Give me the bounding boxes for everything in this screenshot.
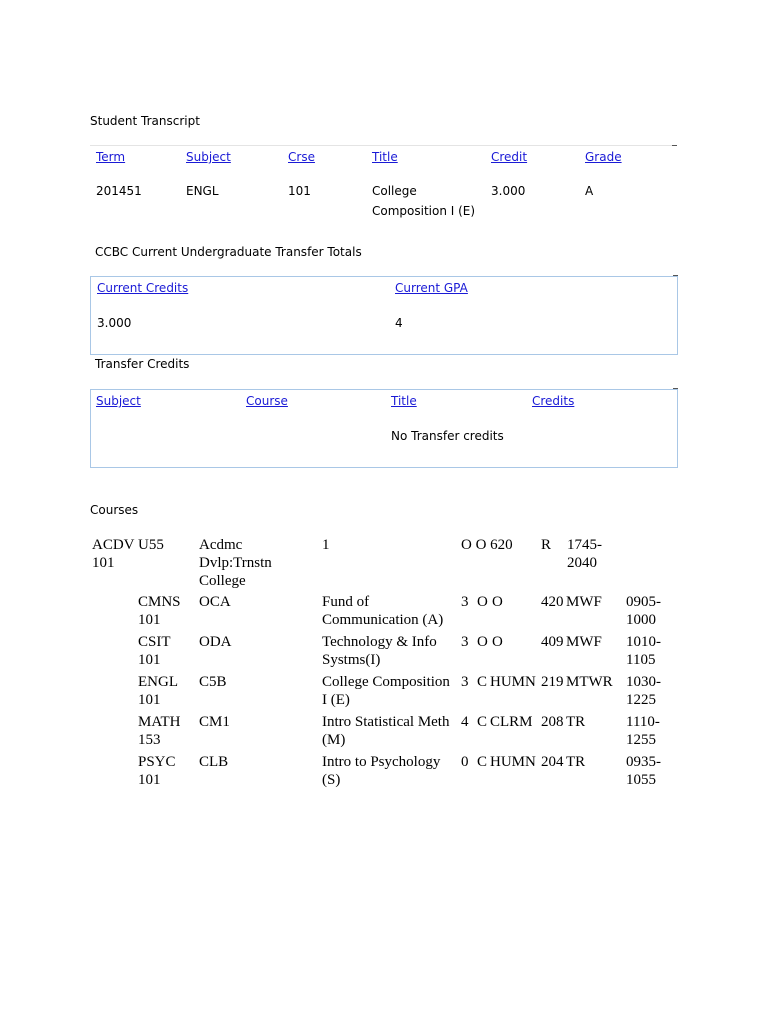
course-days: TR bbox=[566, 754, 586, 770]
course-subject: PSYC bbox=[138, 754, 176, 770]
course-number: 101 bbox=[138, 612, 161, 628]
first-course-time-line2: 2040 bbox=[567, 555, 597, 571]
course-title-line2: Systms(I) bbox=[322, 652, 381, 668]
courses-title: Courses bbox=[90, 503, 139, 517]
course-subject: CSIT bbox=[138, 634, 171, 650]
header-credit-link[interactable]: Credit bbox=[491, 150, 528, 164]
course-time-line2: 1255 bbox=[626, 732, 656, 748]
course-room: 208 bbox=[541, 714, 564, 730]
header-grade-link[interactable]: Grade bbox=[585, 150, 622, 164]
transfer-box bbox=[90, 389, 678, 468]
course-section: CLB bbox=[199, 754, 229, 770]
course-title-line2: (M) bbox=[322, 732, 346, 748]
first-course-status: O O 620 bbox=[461, 537, 513, 553]
first-course-title-line2: Dvlp:Trnstn bbox=[199, 555, 272, 571]
course-section: CM1 bbox=[199, 714, 230, 730]
course-time-line1: 0935- bbox=[626, 754, 661, 770]
row-credit: 3.000 bbox=[491, 184, 526, 198]
course-mode: O bbox=[492, 634, 503, 650]
current-credits-value: 3.000 bbox=[97, 316, 132, 330]
header-current-credits-link[interactable]: Current Credits bbox=[97, 281, 189, 295]
row-crse: 101 bbox=[288, 184, 311, 198]
course-credit: 3 bbox=[461, 674, 469, 690]
course-title-line1: Intro Statistical Meth bbox=[322, 714, 450, 730]
course-subject: ENGL bbox=[138, 674, 178, 690]
first-course-time-line1: 1745- bbox=[567, 537, 602, 553]
current-gpa-value: 4 bbox=[395, 316, 403, 330]
course-days: MWF bbox=[566, 634, 602, 650]
course-subject: MATH bbox=[138, 714, 181, 730]
first-course-title-line3: College bbox=[199, 573, 246, 589]
row-title-line2: Composition I (E) bbox=[372, 204, 476, 218]
course-room: 219 bbox=[541, 674, 564, 690]
row-subject: ENGL bbox=[186, 184, 219, 198]
header-title-link[interactable]: Title bbox=[372, 150, 398, 164]
course-days: MWF bbox=[566, 594, 602, 610]
course-title-line2: (S) bbox=[322, 772, 341, 788]
course-number: 101 bbox=[138, 772, 161, 788]
course-title-line2: I (E) bbox=[322, 692, 350, 708]
course-credit: 0 bbox=[461, 754, 469, 770]
course-credit: 3 bbox=[461, 634, 469, 650]
row-title-line1: College bbox=[372, 184, 417, 198]
course-days: MTWR bbox=[566, 674, 613, 690]
course-time-line2: 1000 bbox=[626, 612, 656, 628]
course-section: C5B bbox=[199, 674, 227, 690]
transfer-title: Transfer Credits bbox=[95, 357, 190, 371]
header-crse-link[interactable]: Crse bbox=[288, 150, 315, 164]
course-number: 153 bbox=[138, 732, 161, 748]
course-status: C bbox=[477, 714, 488, 730]
course-status: C bbox=[477, 674, 488, 690]
row-term: 201451 bbox=[96, 184, 142, 198]
course-title-line2: Communication (A) bbox=[322, 612, 444, 628]
course-status: C bbox=[477, 754, 488, 770]
course-number: 101 bbox=[138, 652, 161, 668]
course-title-line1: College Composition bbox=[322, 674, 450, 690]
header-current-gpa-link[interactable]: Current GPA bbox=[395, 281, 468, 295]
course-mode: HUMN bbox=[490, 754, 536, 770]
course-days: TR bbox=[566, 714, 586, 730]
first-course-number: 101 bbox=[92, 555, 115, 571]
header-transfer-course-link[interactable]: Course bbox=[246, 394, 288, 408]
course-title-line1: Fund of bbox=[322, 594, 370, 610]
course-title-line1: Intro to Psychology bbox=[322, 754, 441, 770]
course-room: 420 bbox=[541, 594, 564, 610]
course-time-line1: 1110- bbox=[626, 714, 660, 730]
course-time-line2: 1055 bbox=[626, 772, 656, 788]
course-number: 101 bbox=[138, 692, 161, 708]
course-status: O bbox=[477, 634, 488, 650]
course-subject: CMNS bbox=[138, 594, 181, 610]
row-grade: A bbox=[585, 184, 594, 198]
course-credit: 4 bbox=[461, 714, 469, 730]
transcript-top-rule bbox=[90, 145, 675, 146]
course-time-line2: 1105 bbox=[626, 652, 656, 668]
course-credit: 3 bbox=[461, 594, 469, 610]
transcript-corner-tick bbox=[672, 145, 677, 146]
course-mode: HUMN bbox=[490, 674, 536, 690]
header-subject-link[interactable]: Subject bbox=[186, 150, 231, 164]
header-transfer-credits-link[interactable]: Credits bbox=[532, 394, 575, 408]
course-section: OCA bbox=[199, 594, 231, 610]
course-time-line1: 0905- bbox=[626, 594, 661, 610]
first-course-title-line1: Acdmc bbox=[199, 537, 243, 553]
course-mode: O bbox=[492, 594, 503, 610]
first-course-credit: 1 bbox=[322, 537, 330, 553]
transcript-title: Student Transcript bbox=[90, 114, 200, 128]
totals-title: CCBC Current Undergraduate Transfer Totals bbox=[95, 245, 362, 259]
no-transfer-message: No Transfer credits bbox=[391, 429, 504, 443]
first-course-days: R bbox=[541, 537, 552, 553]
course-time-line1: 1010- bbox=[626, 634, 661, 650]
header-transfer-title-link[interactable]: Title bbox=[391, 394, 417, 408]
course-room: 204 bbox=[541, 754, 564, 770]
header-term-link[interactable]: Term bbox=[96, 150, 126, 164]
course-section: ODA bbox=[199, 634, 232, 650]
course-time-line2: 1225 bbox=[626, 692, 656, 708]
course-mode: CLRM bbox=[490, 714, 533, 730]
course-room: 409 bbox=[541, 634, 564, 650]
transfer-corner-tick bbox=[673, 388, 678, 389]
course-title-line1: Technology & Info bbox=[322, 634, 437, 650]
totals-corner-tick bbox=[673, 275, 678, 276]
first-course-subject: ACDV U55 bbox=[92, 537, 164, 553]
header-transfer-subject-link[interactable]: Subject bbox=[96, 394, 141, 408]
course-time-line1: 1030- bbox=[626, 674, 661, 690]
course-status: O bbox=[477, 594, 488, 610]
